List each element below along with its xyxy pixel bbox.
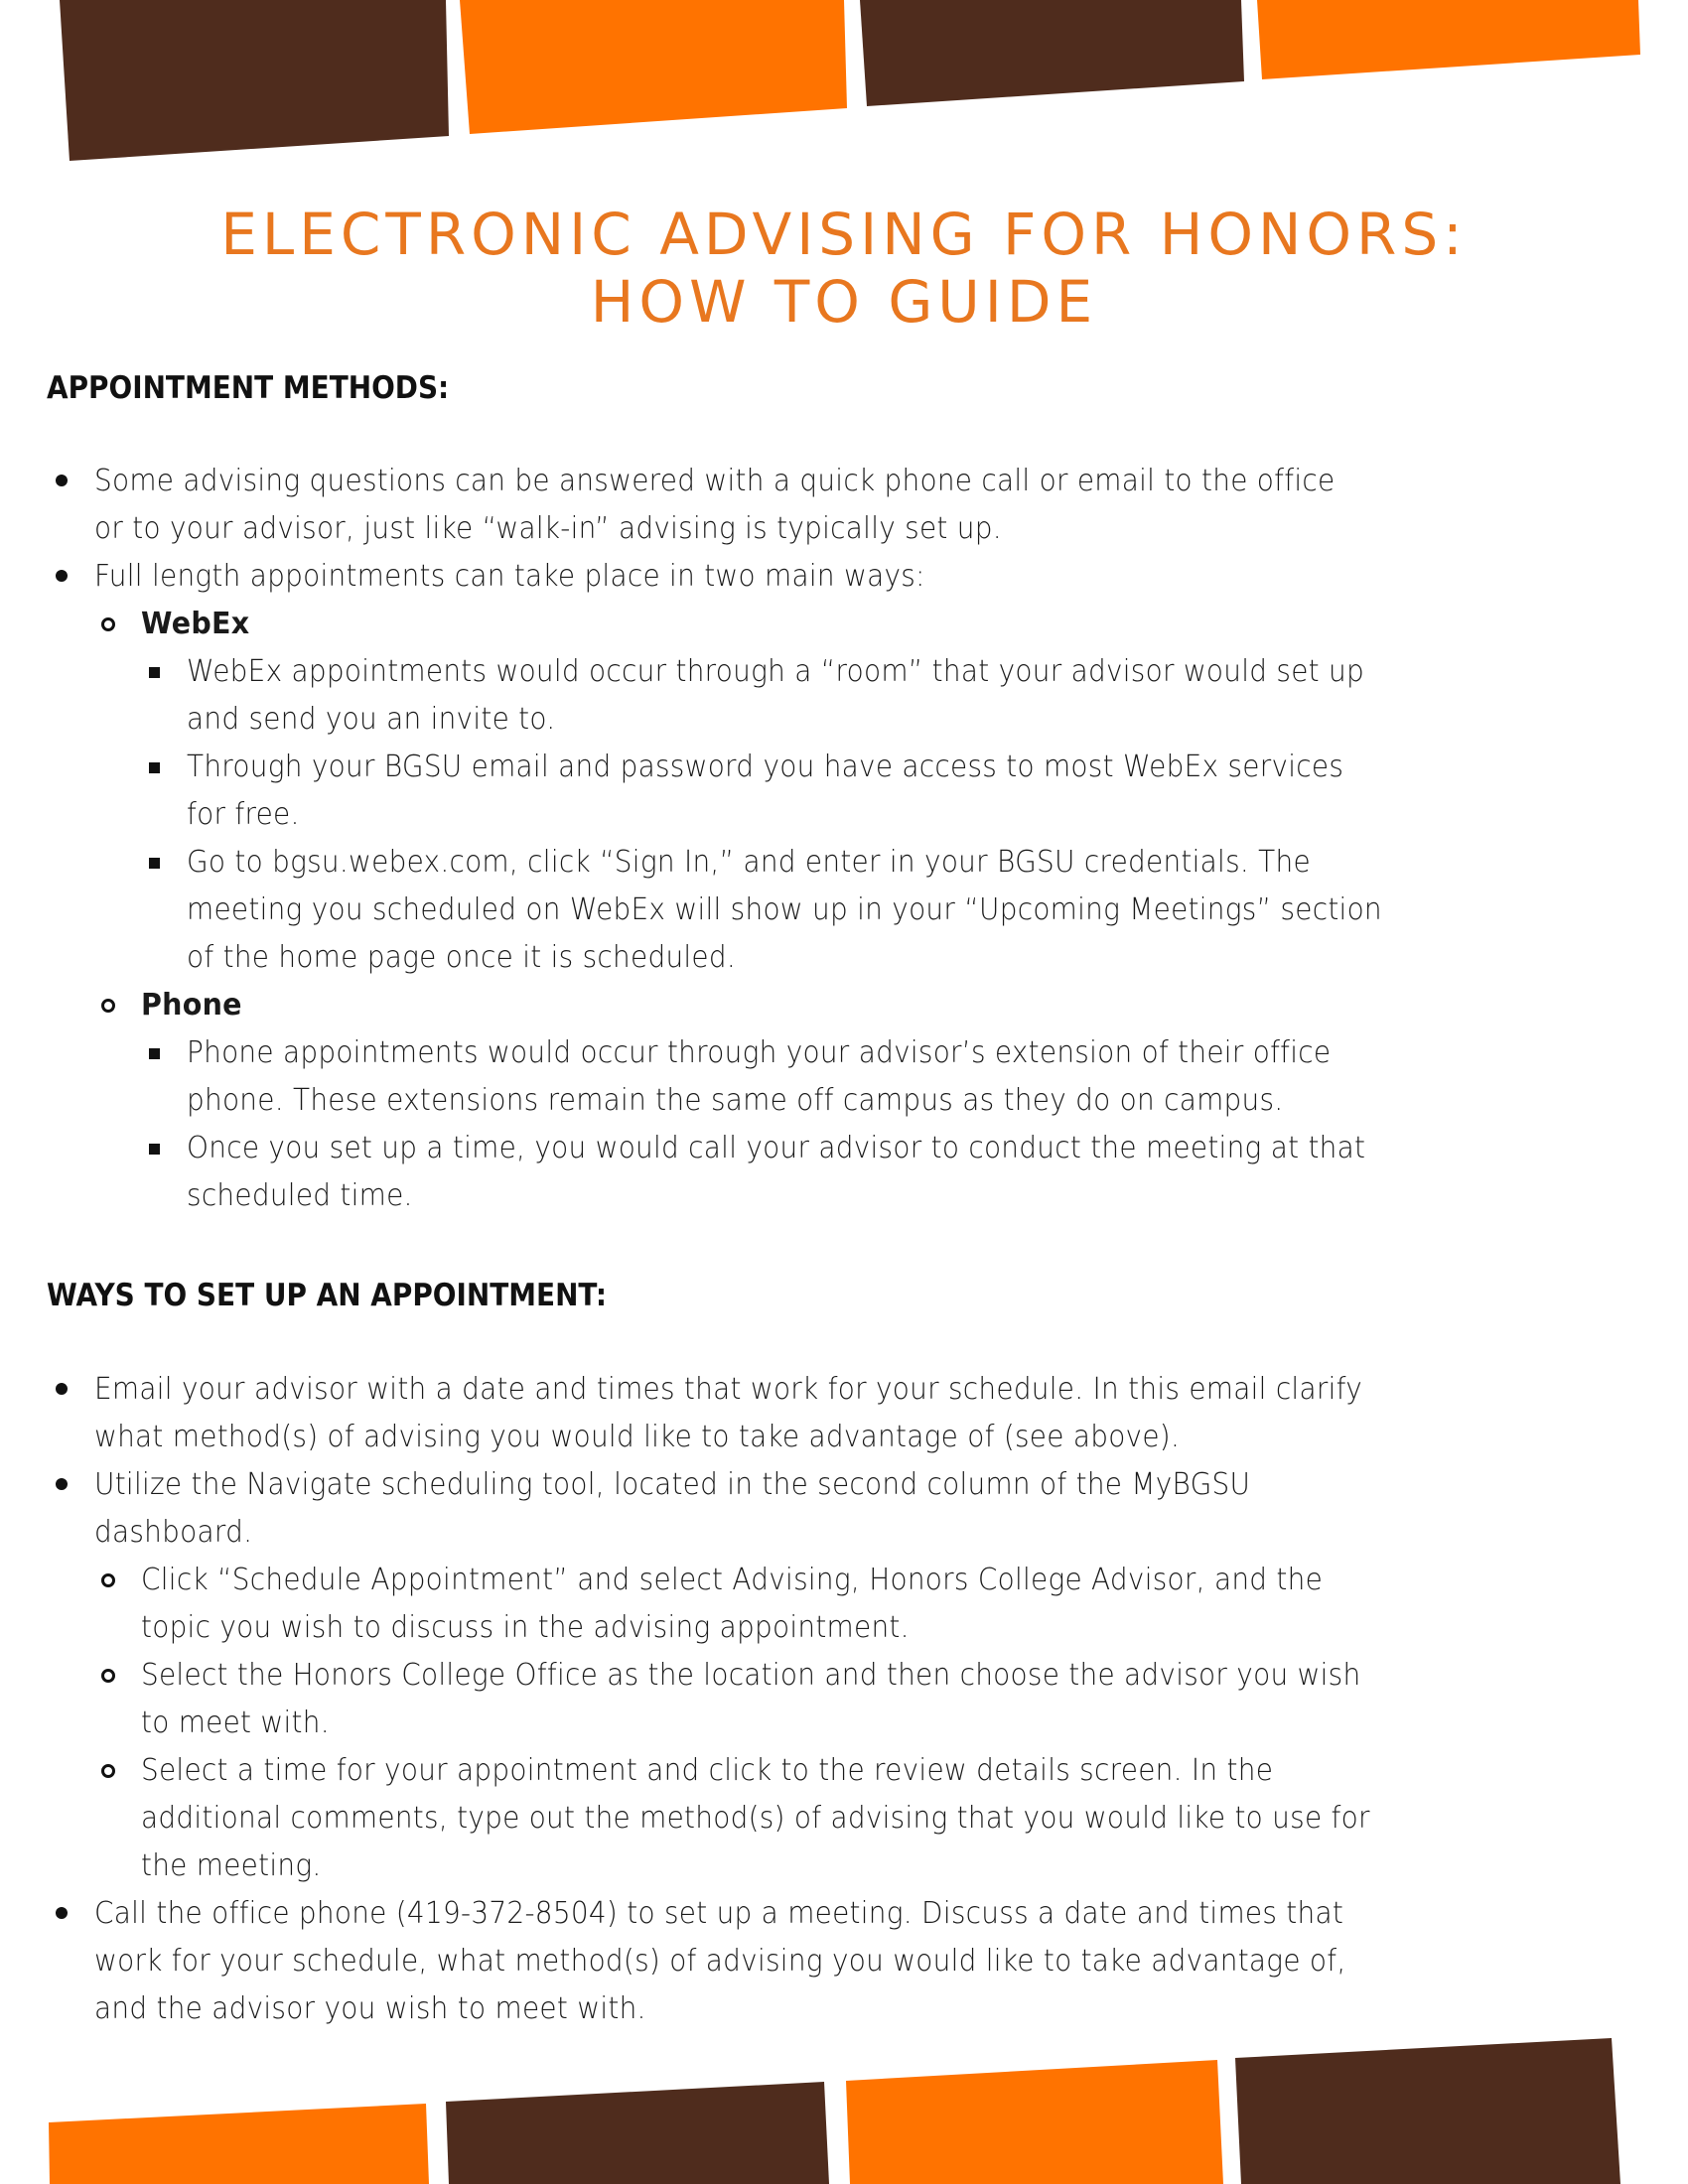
bullet-text-line: phone. These extensions remain the same off campus as they do on campus. — [187, 1083, 1284, 1118]
bottom-block-3 — [846, 2060, 1223, 2184]
page-title-line-1: ELECTRONIC ADVISING FOR HONORS: — [220, 201, 1468, 268]
bullet-item — [0, 553, 1688, 601]
page-title — [0, 201, 1688, 336]
bullet-square-icon — [149, 858, 160, 869]
bullet-text-line: Utilize the Navigate scheduling tool, located in the second column of the MyBGSU — [94, 1467, 1251, 1502]
bullet-circle-icon — [101, 617, 115, 631]
bullet-square-icon — [149, 1048, 160, 1059]
bullet-text-line: Go to bgsu.webex.com, click “Sign In,” and enter in your BGSU credentials. The — [187, 845, 1311, 880]
section-heading-ways-to-set-up: WAYS TO SET UP AN APPOINTMENT: — [47, 1278, 608, 1313]
bullet-text-line: what method(s) of advising you would like to take advantage of (see above). — [94, 1420, 1181, 1454]
bullet-circle-icon — [101, 1573, 115, 1587]
sub-sub-bullet-item — [0, 648, 1688, 744]
sub-bullet-item — [0, 1747, 1688, 1890]
sub-bullet-item — [0, 1652, 1688, 1747]
bullet-text-line: Full length appointments can take place in two main ways: — [94, 559, 925, 594]
bottom-decorative-banner — [0, 2025, 1688, 2184]
bullet-item — [0, 458, 1688, 553]
bullet-square-icon — [149, 762, 160, 773]
bullet-text-line: Select the Honors College Office as the location and then choose the advisor you wish — [141, 1658, 1361, 1693]
bullet-square-icon — [149, 667, 160, 678]
top-block-4 — [1257, 0, 1640, 79]
bullet-text-line: and the advisor you wish to meet with. — [94, 1991, 646, 2026]
bullet-text-line: Call the office phone (419-372-8504) to set up a meeting. Discuss a date and times that — [94, 1896, 1344, 1931]
bottom-banner-svg — [0, 2025, 1688, 2184]
bullet-text-line: Phone — [141, 988, 242, 1023]
sub-sub-bullet-item — [0, 744, 1688, 839]
bullet-text-line: of the home page once it is scheduled. — [187, 940, 737, 975]
bullet-text-line: Once you set up a time, you would call your advisor to conduct the meeting at that — [187, 1131, 1366, 1165]
bullet-disc-icon — [56, 1383, 68, 1395]
bullet-disc-icon — [56, 1478, 68, 1490]
sub-sub-bullet-item — [0, 1125, 1688, 1220]
sub-sub-bullet-item — [0, 839, 1688, 982]
bullet-text-line: topic you wish to discuss in the advising appointment. — [141, 1610, 910, 1645]
bullet-text-line: the meeting. — [141, 1848, 322, 1883]
top-block-1 — [60, 0, 449, 161]
bullet-text-line: or to your advisor, just like “walk-in” advising is typically set up. — [94, 511, 1002, 546]
page-title-line-2: HOW TO GUIDE — [590, 268, 1098, 336]
bottom-block-1 — [49, 2104, 429, 2184]
bullet-square-icon — [149, 1144, 160, 1155]
bullet-text-line: additional comments, type out the method(s) of advising that you would like to use for — [141, 1801, 1370, 1836]
bullet-text-line: and send you an invite to. — [187, 702, 556, 737]
bullet-item — [0, 1461, 1688, 1557]
bullet-text-line: Phone appointments would occur through your advisor’s extension of their office — [187, 1035, 1332, 1070]
bullet-text-line: scheduled time. — [187, 1178, 413, 1213]
bottom-block-4 — [1235, 2038, 1620, 2184]
bullet-circle-icon — [101, 999, 115, 1013]
bullet-text-line: Through your BGSU email and password you have access to most WebEx services — [187, 750, 1344, 784]
bullet-text-line: Click “Schedule Appointment” and select Advising, Honors College Advisor, and the — [141, 1563, 1324, 1597]
bullet-disc-icon — [56, 1907, 68, 1919]
top-banner-svg — [0, 0, 1688, 169]
bullet-text-line: Some advising questions can be answered with a quick phone call or email to the office — [94, 464, 1336, 498]
bullet-text-line: for free. — [187, 797, 300, 832]
bullet-text-line: dashboard. — [94, 1515, 253, 1550]
sub-sub-bullet-item — [0, 1029, 1688, 1125]
bullet-text-line: Select a time for your appointment and click to the review details screen. In the — [141, 1753, 1274, 1788]
bullet-text-line: WebEx — [141, 607, 250, 641]
section-heading-appointment-methods: APPOINTMENT METHODS: — [47, 370, 450, 406]
bullet-text-line: Email your advisor with a date and times that work for your schedule. In this email clarify — [94, 1372, 1363, 1407]
bullet-text-line: work for your schedule, what method(s) of advising you would like to take advantage of, — [94, 1944, 1346, 1979]
bullet-disc-icon — [56, 570, 68, 582]
top-block-2 — [460, 0, 847, 134]
sub-bullet-item — [0, 601, 1688, 648]
top-block-3 — [860, 0, 1244, 106]
bullet-circle-icon — [101, 1669, 115, 1683]
bullet-text-line: to meet with. — [141, 1706, 330, 1740]
sub-bullet-item — [0, 982, 1688, 1029]
ways-to-set-up-list — [0, 1366, 1688, 2033]
appointment-methods-list — [0, 458, 1688, 1220]
bullet-disc-icon — [56, 475, 68, 486]
bullet-text-line: WebEx appointments would occur through a “room” that your advisor would set up — [187, 654, 1364, 689]
bullet-circle-icon — [101, 1764, 115, 1778]
top-decorative-banner — [0, 0, 1688, 169]
bullet-item — [0, 1366, 1688, 1461]
bullet-item — [0, 1890, 1688, 2033]
sub-bullet-item — [0, 1557, 1688, 1652]
bottom-block-2 — [446, 2082, 829, 2184]
bullet-text-line: meeting you scheduled on WebEx will show up in your “Upcoming Meetings” section — [187, 892, 1382, 927]
